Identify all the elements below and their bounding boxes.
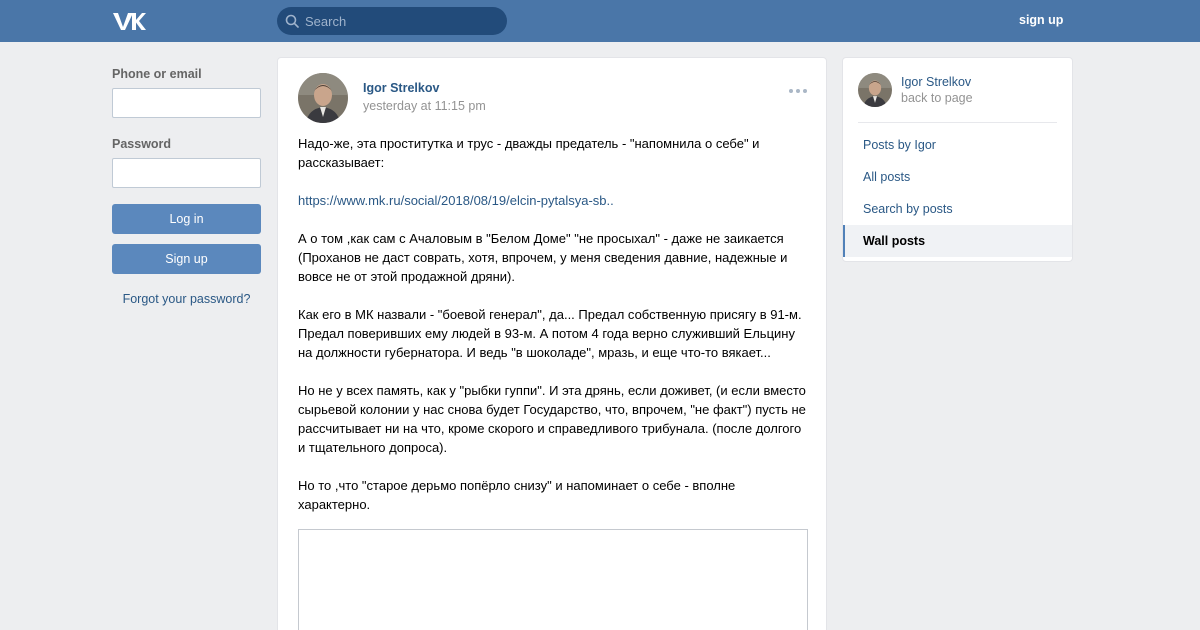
top-header bbox=[0, 0, 1200, 42]
nav-item-all-posts[interactable]: All posts bbox=[863, 170, 911, 184]
search-icon bbox=[285, 14, 299, 28]
password-input[interactable] bbox=[112, 158, 261, 188]
post-paragraph: Как его в МК назвали - "боевой генерал", да... Предал собственную присягу в 91-м. Предал поверивших ему людей в 93-м. А потом 4 года верно служивший Ельцину на должности губернатора. И ведь "в шоколаде", мразь, и еще что-то вякает... bbox=[298, 307, 802, 360]
post-paragraph: Но то ,что "старое дерьмо попёрло снизу" и напоминает о себе - вполне характерно. bbox=[298, 478, 736, 512]
post-paragraph: Но не у всех память, как у "рыбки гуппи". И эта дрянь, если доживет, (и если вместо сырьевой колонии у нас снова будет Государство, что, впрочем, "не факт") пусть не рассчитывает ни на что, кроме скорого и справедливого трибунала. (после долгого и тщательного допроса). bbox=[298, 383, 806, 455]
login-form bbox=[112, 67, 261, 306]
sidebar-author-link[interactable]: Igor Strelkov bbox=[901, 75, 972, 89]
phone-email-input[interactable] bbox=[112, 88, 261, 118]
post-paragraph: А о том ,как сам с Ачаловым в "Белом Доме" "не просыхал" - даже не заикается (Проханов не даст соврать, хотя, впрочем, у меня сведения давние, надежные и вовсе не от этой продажной дряни). bbox=[298, 231, 788, 284]
nav-item-posts-by-igor[interactable]: Posts by Igor bbox=[863, 138, 936, 152]
post-date[interactable]: yesterday at 11:15 pm bbox=[363, 99, 486, 113]
forgot-password-link[interactable]: Forgot your password? bbox=[122, 292, 251, 306]
vk-logo-icon[interactable] bbox=[112, 10, 146, 32]
link-preview-embed[interactable] bbox=[298, 529, 808, 630]
more-options-icon[interactable] bbox=[789, 89, 809, 95]
nav-item-search-by-posts[interactable]: Search by posts bbox=[863, 202, 953, 216]
phone-label: Phone or email bbox=[112, 67, 202, 81]
header-signup-link[interactable]: sign up bbox=[1019, 13, 1064, 27]
login-button[interactable]: Log in bbox=[112, 204, 261, 234]
password-label: Password bbox=[112, 137, 172, 151]
divider bbox=[858, 122, 1057, 123]
nav-item-wall-posts[interactable]: Wall posts bbox=[843, 225, 1072, 257]
search-input[interactable] bbox=[305, 7, 500, 35]
post-external-link[interactable]: https://www.mk.ru/social/2018/08/19/elcin-pytalsya-sb.. bbox=[298, 193, 614, 208]
search-box[interactable] bbox=[277, 7, 507, 35]
signup-button[interactable]: Sign up bbox=[112, 244, 261, 274]
wall-nav-menu bbox=[843, 129, 1072, 257]
sidebar-avatar[interactable] bbox=[858, 73, 892, 107]
wall-nav-panel bbox=[842, 57, 1073, 262]
back-to-page-link[interactable]: back to page bbox=[901, 91, 973, 105]
post-paragraph: Надо-же, эта проститутка и трус - дважды предатель - "напомнила о себе" и рассказывает: bbox=[298, 136, 760, 170]
wall-post bbox=[277, 57, 827, 630]
post-author-link[interactable]: Igor Strelkov bbox=[363, 81, 440, 95]
author-avatar[interactable] bbox=[298, 73, 348, 123]
post-text bbox=[298, 134, 810, 533]
